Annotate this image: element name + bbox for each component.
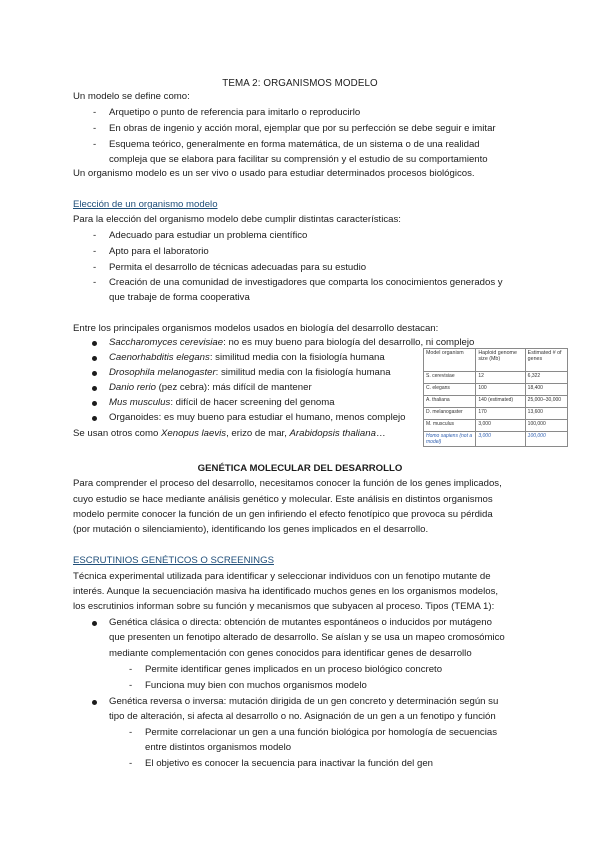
bullet-dot bbox=[92, 700, 97, 705]
table-header-cell: Estimated # of genes bbox=[525, 349, 567, 372]
dash-bullet: - bbox=[93, 230, 97, 241]
page-title: TEMA 2: ORGANISMOS MODELO bbox=[222, 78, 378, 89]
otros-organismos bbox=[73, 428, 386, 440]
section-heading-genetica: GENÉTICA MOLECULAR DEL DESARROLLO bbox=[197, 463, 403, 474]
dash-bullet: - bbox=[93, 246, 97, 257]
bullet-dot bbox=[92, 401, 97, 406]
table-cell: 100,000 bbox=[525, 432, 567, 447]
table-cell: 3,000 bbox=[476, 420, 525, 432]
species-name: Mus musculus bbox=[109, 397, 171, 408]
eleccion-item: Adecuado para estudiar un problema científico bbox=[109, 230, 308, 241]
dash-bullet: - bbox=[93, 262, 97, 273]
otros-text: … bbox=[375, 428, 386, 439]
bullet-dot bbox=[92, 621, 97, 626]
reversa-subitem: El objetivo es conocer la secuencia para inactivar la función del gen bbox=[145, 758, 433, 769]
section-heading-escrutinios: ESCRUTINIOS GENÉTICOS O SCREENINGS bbox=[73, 555, 274, 566]
dash-bullet: - bbox=[93, 107, 97, 118]
table-row bbox=[424, 396, 568, 408]
paragraph-line: modelo permite conocer la función de un gen infiriendo el efecto fenotípico que provoca su pérdida bbox=[73, 509, 493, 520]
reversa-line: tipo de alteración, si afecta al desarrollo o no. Asignación de un gen a un fenotipo y función bbox=[109, 711, 496, 722]
table-cell: Homo sapiens (not a model) bbox=[424, 432, 476, 447]
paragraph-line: interés. Aunque la secuenciación masiva ha identificado muchos genes en los organismos modelos, bbox=[73, 586, 499, 597]
table-row bbox=[424, 408, 568, 420]
table-row bbox=[424, 372, 568, 384]
reversa-subitem: Permite correlacionar un gen a una función biológica por homología de secuencias bbox=[145, 727, 497, 738]
table-cell: 3,000 bbox=[476, 432, 525, 447]
paragraph-line: Técnica experimental utilizada para identificar y seleccionar individuos con un fenotipo mutante de bbox=[73, 571, 491, 582]
organism-description: : similitud media con la fisiología humana bbox=[209, 352, 385, 363]
organism-description: : similitud media con la fisiología humana bbox=[215, 367, 391, 378]
organism-item bbox=[109, 352, 385, 364]
intro-lead: Un modelo se define como: bbox=[73, 91, 190, 102]
principales-lead: Entre los principales organismos modelos usados en biología del desarrollo destacan: bbox=[73, 323, 439, 334]
organism-description: : difícil de hacer screening del genoma bbox=[170, 397, 335, 408]
paragraph-line: (por mutación o silenciamiento), identificando los genes implicados en el desarrollo. bbox=[73, 524, 429, 535]
clasica-subitem: Permite identificar genes implicados en un proceso biológico concreto bbox=[145, 664, 443, 675]
table-cell: 100,000 bbox=[525, 420, 567, 432]
dash-bullet: - bbox=[93, 123, 97, 134]
genome-size-table bbox=[423, 348, 568, 447]
table-cell: 13,600 bbox=[525, 408, 567, 420]
table-header-cell: Model organism bbox=[424, 349, 476, 372]
dash-bullet: - bbox=[129, 664, 133, 675]
table-cell: S. cerevisiae bbox=[424, 372, 476, 384]
dash-bullet: - bbox=[129, 758, 133, 769]
table-cell: D. melanogaster bbox=[424, 408, 476, 420]
otros-text: Se usan otros como bbox=[73, 428, 161, 439]
paragraph-line: cuyo estudio se hace mediante análisis genético y molecular. Este análisis en distintos organismos bbox=[73, 494, 493, 505]
paragraph-line: los escrutinios informan sobre su función y mecanismos que subyacen al proceso. Tipos (TEMA 1): bbox=[73, 601, 495, 612]
eleccion-item: que trabaje de forma cooperativa bbox=[109, 292, 250, 303]
species-name: Saccharomyces cerevisiae bbox=[109, 337, 224, 348]
clasica-line: que presenten un fenotipo alterado de desarrollo. Se aíslan y se usa un mapeo cromosómico bbox=[109, 632, 505, 643]
clasica-subitem: Funciona muy bien con muchos organismos modelo bbox=[145, 680, 367, 691]
table-cell: 140 (estimated) bbox=[476, 396, 525, 408]
species-name: Xenopus laevis bbox=[161, 428, 227, 439]
species-name: Caenorhabditis elegans bbox=[109, 352, 210, 363]
bullet-dot bbox=[92, 416, 97, 421]
table-cell: 18,400 bbox=[525, 384, 567, 396]
clasica-line: Genética clásica o directa: obtención de mutantes espontáneos o inducidos por mutágeno bbox=[109, 617, 492, 628]
organism-description: : no es muy bueno para biología del desarrollo, ni complejo bbox=[223, 337, 475, 348]
intro-item: En obras de ingenio y acción moral, ejemplar que por su perfección se debe seguir e imitar bbox=[109, 123, 496, 134]
clasica-line: mediante complementación con genes conocidos para identificar genes de desarrollo bbox=[109, 648, 472, 659]
table-row bbox=[424, 420, 568, 432]
eleccion-item: Apto para el laboratorio bbox=[109, 246, 209, 257]
section-heading-eleccion: Elección de un organismo modelo bbox=[73, 199, 218, 210]
reversa-line: Genética reversa o inversa: mutación dirigida de un gen concreto y determinación según su bbox=[109, 696, 499, 707]
bullet-dot bbox=[92, 371, 97, 376]
table-cell: 100 bbox=[476, 384, 525, 396]
table-cell: 6,322 bbox=[525, 372, 567, 384]
table-cell: A. thaliana bbox=[424, 396, 476, 408]
bullet-dot bbox=[92, 386, 97, 391]
organism-item bbox=[109, 382, 312, 394]
table-row bbox=[424, 384, 568, 396]
eleccion-lead: Para la elección del organismo modelo debe cumplir distintas características: bbox=[73, 214, 401, 225]
dash-bullet: - bbox=[93, 277, 97, 288]
table-cell: 170 bbox=[476, 408, 525, 420]
dash-bullet: - bbox=[93, 139, 97, 150]
eleccion-item: Permita el desarrollo de técnicas adecuadas para su estudio bbox=[109, 262, 367, 273]
organism-item bbox=[109, 337, 474, 349]
organism-description: Organoides: es muy bueno para estudiar el humano, menos complejo bbox=[109, 412, 406, 423]
organism-item bbox=[109, 367, 391, 379]
table-cell: 25,000–30,000 bbox=[525, 396, 567, 408]
intro-item: compleja que se elabora para facilitar su comprensión y el estudio de su comportamiento bbox=[109, 154, 488, 165]
table-cell: 12 bbox=[476, 372, 525, 384]
eleccion-item: Creación de una comunidad de investigadores que comparta los conocimientos generados y bbox=[109, 277, 503, 288]
intro-item: Esquema teórico, generalmente en forma matemática, de un sistema o de una realidad bbox=[109, 139, 480, 150]
table-row bbox=[424, 432, 568, 447]
table-header-cell: Haploid genome size (Mb) bbox=[476, 349, 525, 372]
bullet-dot bbox=[92, 356, 97, 361]
otros-text: , erizo de mar, bbox=[226, 428, 290, 439]
dash-bullet: - bbox=[129, 680, 133, 691]
intro-item: Arquetipo o punto de referencia para imitarlo o reproducirlo bbox=[109, 107, 361, 118]
organism-description: (pez cebra): más difícil de mantener bbox=[155, 382, 312, 393]
species-name: Arabidopsis thaliana bbox=[289, 428, 376, 439]
species-name: Drosophila melanogaster bbox=[109, 367, 216, 378]
reversa-subitem: entre distintos organismos modelo bbox=[145, 742, 292, 753]
paragraph-line: Para comprender el proceso del desarrollo, necesitamos conocer la función de los genes implicados, bbox=[73, 478, 502, 489]
organism-item bbox=[109, 412, 406, 424]
table-cell: C. elegans bbox=[424, 384, 476, 396]
intro-closing: Un organismo modelo es un ser vivo o usado para estudiar determinados procesos biológicos. bbox=[73, 168, 475, 179]
species-name: Danio rerio bbox=[109, 382, 156, 393]
table-header-row bbox=[424, 349, 568, 372]
organism-item bbox=[109, 397, 335, 409]
table-cell: M. musculus bbox=[424, 420, 476, 432]
bullet-dot bbox=[92, 341, 97, 346]
dash-bullet: - bbox=[129, 727, 133, 738]
